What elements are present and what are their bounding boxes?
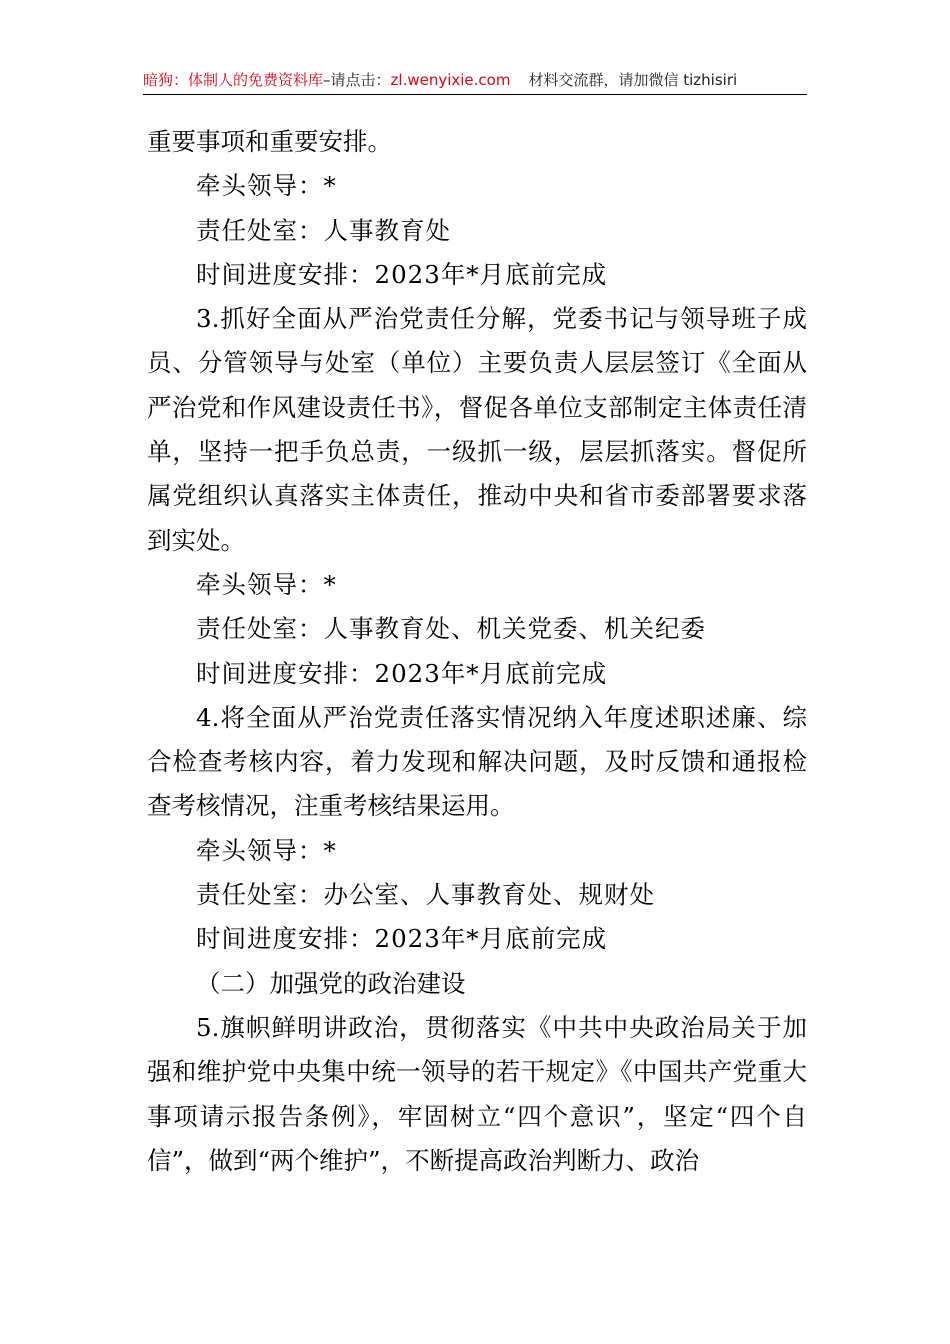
document-body xyxy=(147,120,807,1183)
item3-lead-leader: 牵头领导：* xyxy=(196,569,337,599)
header-click-prefix: –请点击： xyxy=(323,71,391,89)
page-header xyxy=(143,66,807,94)
paragraph-continuation: 重要事项和重要安排。 xyxy=(147,127,392,156)
section-heading: （二）加强党的政治建设 xyxy=(196,968,466,998)
header-brand: 暗狗：体制人的免费资料库 xyxy=(143,71,324,89)
item2-responsible-dept: 责任处室：人事教育处 xyxy=(196,215,451,245)
item3-schedule: 时间进度安排：2023年*月底前完成 xyxy=(196,658,608,688)
item2-lead-leader: 牵头领导：* xyxy=(196,171,337,201)
item4-schedule: 时间进度安排：2023年*月底前完成 xyxy=(196,924,608,954)
item4-paragraph: 4.将全面从严治党责任落实情况纳入年度述职述廉、综合检查考核内容，着力发现和解决问题，及时反馈和通报检查考核情况，注重考核结果运用。 xyxy=(147,702,807,821)
item3-paragraph: 3.抓好全面从严治党责任分解，党委书记与领导班子成员、分管领导与处室（单位）主要负责人层层签订《全面从严治党和作风建设责任书》，督促各单位支部制定主体责任清单，坚持一把手负总责，一级抓一级，层层抓落实。督促所属党组织认真落实主体责任，推动中央和省市委部署要求落到实处。 xyxy=(147,304,807,555)
header-divider xyxy=(143,94,807,95)
header-site-link[interactable]: zl.wenyixie.com xyxy=(390,71,511,89)
header-group-note: 材料交流群，请加微信 tizhisiri xyxy=(528,71,738,89)
item3-responsible-dept: 责任处室：人事教育处、机关党委、机关纪委 xyxy=(196,614,706,644)
item4-responsible-dept: 责任处室：办公室、人事教育处、规财处 xyxy=(196,880,655,910)
item5-paragraph: 5.旗帜鲜明讲政治，贯彻落实《中共中央政治局关于加强和维护党中央集中统一领导的若干规定》《中国共产党重大事项请示报告条例》，牢固树立“四个意识”，坚定“四个自信”，做到“两个维护”，不断提高政治判断力、政治 xyxy=(147,1012,807,1175)
item4-lead-leader: 牵头领导：* xyxy=(196,835,337,865)
item2-schedule: 时间进度安排：2023年*月底前完成 xyxy=(196,259,608,289)
